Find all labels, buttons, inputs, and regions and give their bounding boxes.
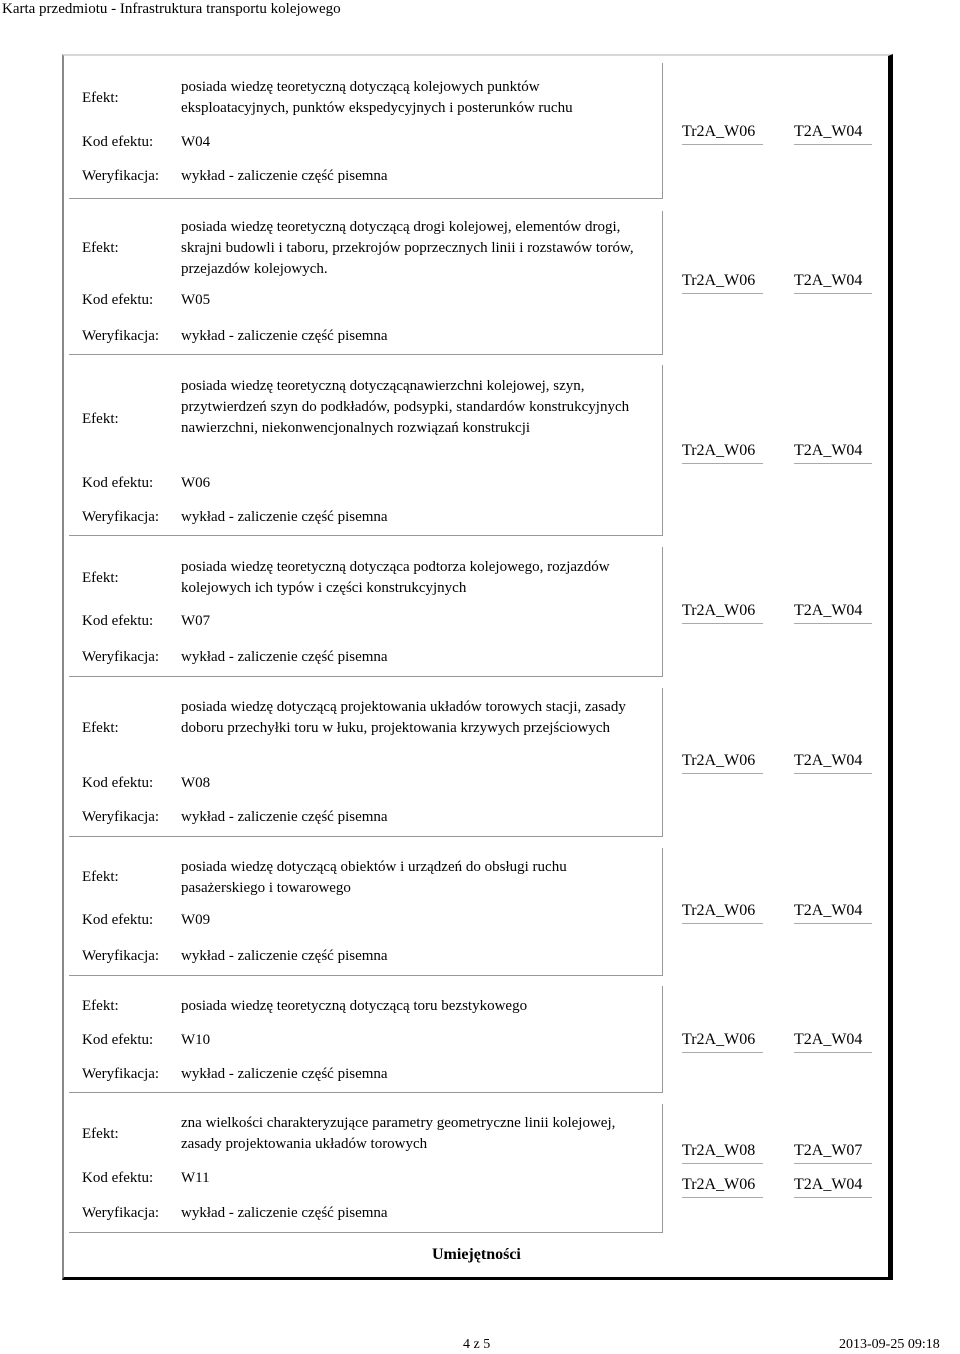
code-t2a: T2A_W04 [794,440,872,464]
section-heading: Umiejętności [432,1246,521,1263]
code-tr2a: Tr2A_W06 [682,750,763,774]
kod-label: Kod efektu: [82,475,154,491]
effect-block-w11 [69,1104,872,1233]
kod-value: W04 [181,134,211,150]
weryfikacja-label: Weryfikacja: [82,509,160,525]
weryfikacja-value: wykład - zaliczenie część pisemna [181,1205,388,1221]
weryfikacja-value: wykład - zaliczenie część pisemna [181,328,388,344]
kod-label: Kod efektu: [82,292,154,308]
efekt-text: posiada wiedzę dotyczącą projektowania układów torowych stacji, zasady doboru przechyłki toru w łuku, projektowania krzywych przejściowych [181,699,626,736]
kod-value: W07 [181,613,211,629]
kod-label: Kod efektu: [82,613,154,629]
kod-value: W06 [181,475,211,491]
kod-label: Kod efektu: [82,775,154,791]
weryfikacja-label: Weryfikacja: [82,809,160,825]
code-tr2a: Tr2A_W06 [682,440,763,464]
efekt-text: posiada wiedzę teoretyczną dotyczącą kolejowych punktów eksploatacyjnych, punktów ekspedycyjnych i posterunków ruchu [181,79,573,116]
code-tr2a: Tr2A_W06 [682,600,763,624]
weryfikacja-label: Weryfikacja: [82,168,160,184]
code-tr2a: Tr2A_W08 [682,1140,763,1164]
efekt-text: posiada wiedzę teoretyczną dotyczącą toru bezstykowego [181,998,528,1014]
efekt-text: posiada wiedzę teoretyczną dotyczącąnawierzchni kolejowej, szyn, przytwierdzeń szyn do podkładów, podsypki, standardów konstrukcyjnych nawierzchni, niekonwencjonalnych rozwiązań konstrukcji [181,378,630,436]
code-tr2a: Tr2A_W06 [682,1029,763,1053]
print-datetime: 2013-09-25 09:18 [839,1337,940,1352]
weryfikacja-value: wykład - zaliczenie część pisemna [181,509,388,525]
code-t2a: T2A_W04 [794,750,872,774]
page-number: 4 z 5 [463,1337,491,1352]
effect-block-w08 [69,688,872,837]
kod-label: Kod efektu: [82,134,154,150]
efekt-text: posiada wiedzę teoretyczną dotyczącą drogi kolejowej, elementów drogi, skrajni budowli i taboru, przekrojów poprzecznych linii i rozstawów torów, przejazdów kolejowych. [181,219,634,277]
efekt-label: Efekt: [82,240,119,256]
kod-label: Kod efektu: [82,1170,154,1186]
weryfikacja-label: Weryfikacja: [82,1066,160,1082]
efekt-text: posiada wiedzę teoretyczną dotycząca podtorza kolejowego, rozjazdów kolejowych ich typów i części konstrukcyjnych [181,559,610,596]
efekt-label: Efekt: [82,869,119,885]
weryfikacja-label: Weryfikacja: [82,948,160,964]
weryfikacja-label: Weryfikacja: [82,1205,160,1221]
code-t2a: T2A_W07 [794,1140,872,1164]
efekt-label: Efekt: [82,570,119,586]
efekt-text: posiada wiedzę dotyczącą obiektów i urządzeń do obsługi ruchu pasażerskiego i towarowego [181,859,567,896]
page-title: Karta przedmiotu - Infrastruktura transportu kolejowego [2,1,341,17]
code-tr2a: Tr2A_W06 [682,1174,763,1198]
weryfikacja-label: Weryfikacja: [82,328,160,344]
kod-label: Kod efektu: [82,912,154,928]
weryfikacja-value: wykład - zaliczenie część pisemna [181,168,388,184]
efekt-label: Efekt: [82,411,119,427]
effect-block-w07 [69,547,872,677]
kod-value: W10 [181,1032,211,1048]
code-tr2a: Tr2A_W06 [682,270,763,294]
code-t2a: T2A_W04 [794,121,872,145]
code-tr2a: Tr2A_W06 [682,900,763,924]
weryfikacja-value: wykład - zaliczenie część pisemna [181,809,388,825]
efekt-label: Efekt: [82,720,119,736]
weryfikacja-label: Weryfikacja: [82,649,160,665]
kod-value: W05 [181,292,211,308]
kod-label: Kod efektu: [82,1032,154,1048]
effect-block-w10 [69,986,872,1093]
code-tr2a: Tr2A_W06 [682,121,763,145]
effect-block-w05 [69,211,872,355]
efekt-label: Efekt: [82,90,119,106]
kod-value: W09 [181,912,211,928]
code-t2a: T2A_W04 [794,1174,872,1198]
efekt-label: Efekt: [82,1126,119,1142]
kod-value: W11 [181,1170,210,1186]
efekt-label: Efekt: [82,998,119,1014]
code-t2a: T2A_W04 [794,1029,872,1053]
effect-block-w04 [69,63,872,199]
effect-block-w06 [69,365,872,536]
efekt-text: zna wielkości charakteryzujące parametry geometryczne linii kolejowej, zasady projektowania układów torowych [181,1115,616,1152]
weryfikacja-value: wykład - zaliczenie część pisemna [181,948,388,964]
code-t2a: T2A_W04 [794,600,872,624]
weryfikacja-value: wykład - zaliczenie część pisemna [181,1066,388,1082]
code-t2a: T2A_W04 [794,270,872,294]
effect-block-w09 [69,848,872,976]
kod-value: W08 [181,775,211,791]
weryfikacja-value: wykład - zaliczenie część pisemna [181,649,388,665]
code-t2a: T2A_W04 [794,900,872,924]
